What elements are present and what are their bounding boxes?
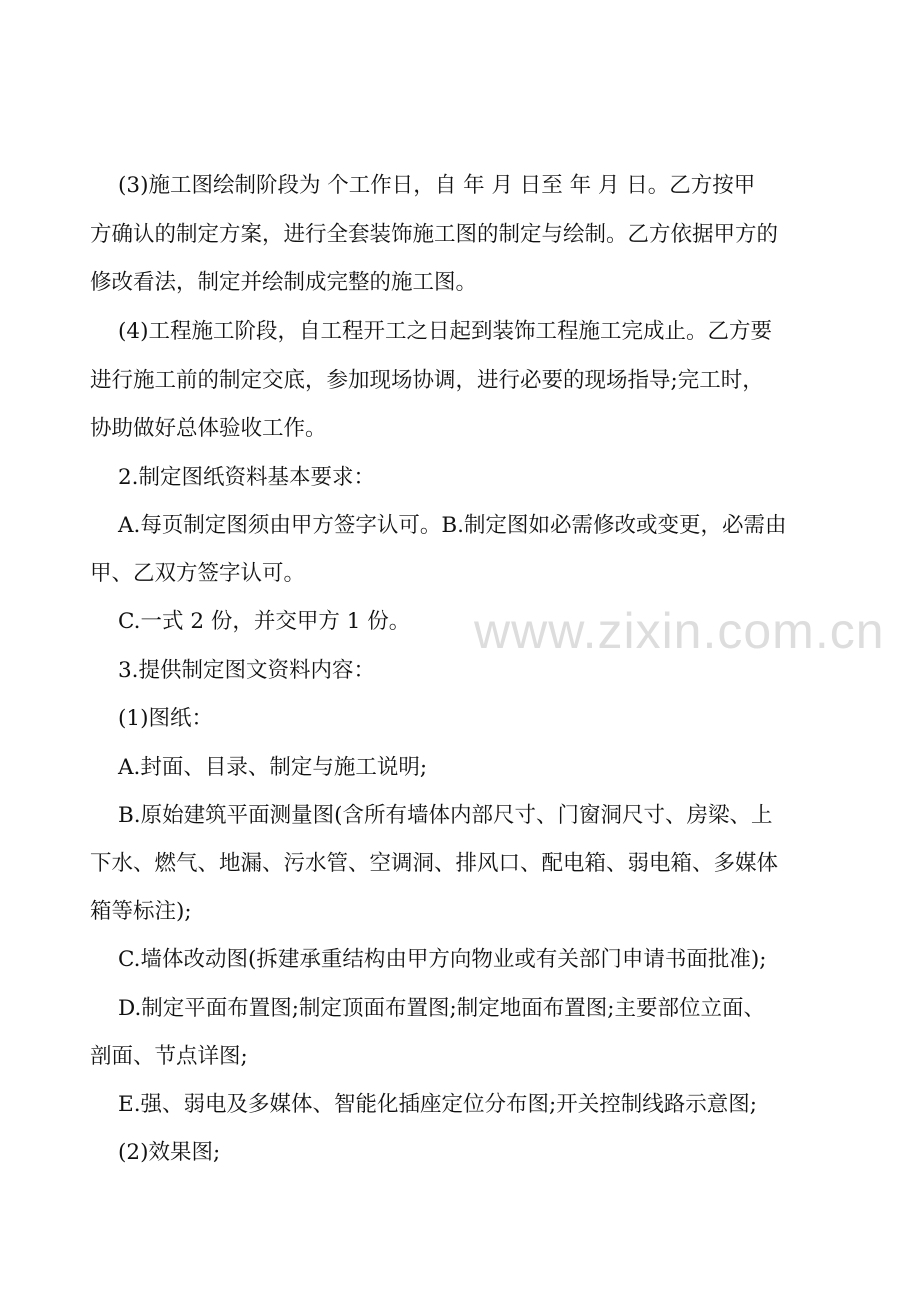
text-line: D.制定平面布置图;制定顶面布置图;制定地面布置图;主要部位立面、	[118, 996, 766, 1021]
watermark: www.zixin.com.cn	[474, 603, 885, 659]
text-line: (4)工程施工阶段，自工程开工之日起到装饰工程施工完成止。乙方要	[118, 319, 772, 344]
text-line: (1)图纸：	[118, 706, 213, 731]
text-line: 进行施工前的制定交底，参加现场协调，进行必要的现场指导;完工时，	[90, 368, 764, 393]
text-line: 3.提供制定图文资料内容：	[118, 658, 376, 683]
text-line: 修改看法，制定并绘制成完整的施工图。	[90, 270, 478, 295]
text-line: E.强、弱电及多媒体、智能化插座定位分布图;开关控制线路示意图;	[118, 1092, 758, 1117]
text-line: 协助做好总体验收工作。	[90, 416, 327, 441]
text-line: (3)施工图绘制阶段为 个工作日，自 年 月 日至 年 月 日。乙方按甲	[118, 173, 756, 198]
text-line: C.墙体改动图(拆建承重结构由甲方向物业或有关部门申请书面批准);	[118, 947, 767, 972]
text-line: C.一式 2 份，并交甲方 1 份。	[118, 609, 411, 634]
text-line: 剖面、节点详图;	[90, 1044, 248, 1069]
text-line: A.封面、目录、制定与施工说明;	[118, 755, 428, 780]
text-line: 2.制定图纸资料基本要求：	[118, 465, 376, 490]
text-line: 方确认的制定方案，进行全套装饰施工图的制定与绘制。乙方依据甲方的	[90, 222, 779, 247]
text-line: 下水、燃气、地漏、污水管、空调洞、排风口、配电箱、弱电箱、多媒体	[90, 851, 779, 876]
text-line: A.每页制定图须由甲方签字认可。B.制定图如必需修改或变更，必需由	[118, 513, 787, 538]
text-line: B.原始建筑平面测量图(含所有墙体内部尺寸、门窗洞尺寸、房梁、上	[118, 803, 773, 828]
text-line: 甲、乙双方签字认可。	[90, 561, 306, 586]
text-line: 箱等标注);	[90, 899, 192, 924]
text-line: (2)效果图;	[118, 1140, 221, 1165]
